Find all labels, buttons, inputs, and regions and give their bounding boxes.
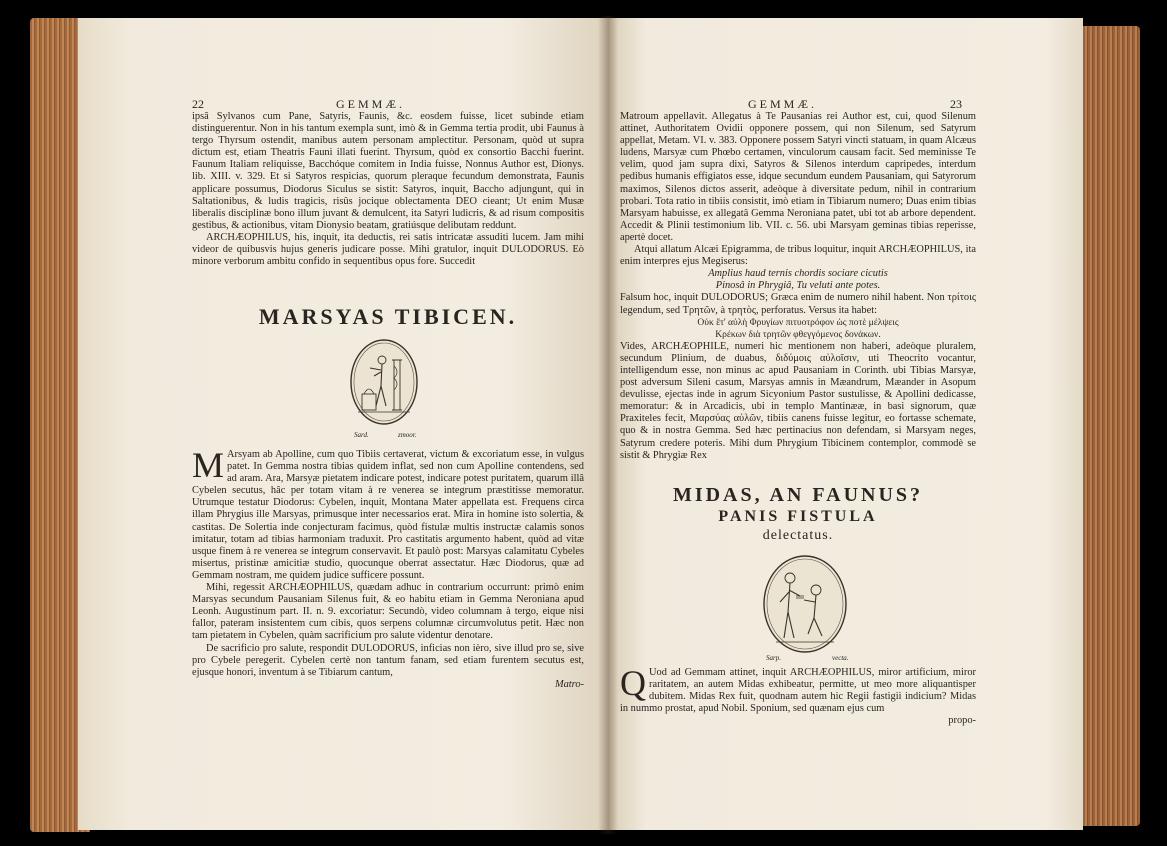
right-paragraph-3: Falsum hoc, inquit DULODORUS; Græca enim de numero nihil habent. Non τρίτοις legendum, sed Τρητῶν, à τρητὸς, perforatus. Versus ita habet: <box>620 292 976 316</box>
left-paragraph-1: ipsâ Sylvanos cum Pane, Satyris, Faunis, &c. eosdem fuisse, licet subinde etiam distinguerentur. Non in his tantum exempla sunt, imò & in Gemma tertia prodit, ubi Faunus à tergo Thyrsum ostendit, manibus autem personam amplectitur. Personam, quòd ut supra dictum est, etiam Theatris Fauni illati fuerint. Thyrsum, quòd ex consortio Bacchi fuerint. Faunum Italiam reliquisse, Bacchóque comitem in India fuisse, Nonnus Author est, Dionys. lib. XIII. v. 329. Et si Satyros respicias, quorum pleraque fecundum demonstrata, Faunis applicare possumus, Diodorus Siculus se sistit: Satyros, inquit, Baccho adjungunt, qui in Saltationibus, & ludis tragicis, risûs jocique oblectamenta DEO cieant; Ut enim Musæ liberalis disciplinæ bono illum juvant & demulcent, ita Satyri ludicris, & ad risum compositis gestibus, & actionibus, vitam Dionysio beatam, gratiúsque delibutam reddunt. <box>192 111 584 231</box>
gem-caption-right-a: Sarp. <box>766 654 781 662</box>
right-page <box>608 18 1083 830</box>
right-text-block-2 <box>620 663 976 727</box>
right-paragraph-1: Matroum appellavit. Allegatus à Te Pausanias rei Author est, cui, quod Silenum attinet, Authoritatem Ovidii opponere possem, qui non Silenum, sed Satyrum appellat, Metam. VI. v. 383. Opponere possem Satyri vincti statuam, in quam Alcæus ludens, Marsyæ cum Phœbo certamen, vinculorum causam facit. Sed meminisse Te velim, quod jam supra dixi, Satyros & Silenos interdum capripedes, interdum pedibus humanis effigiatos esse, idque secundum eundem Pausaniam, qui Satyrorum maximos, Silenos dictos asserit, adeòque à diversitate pedum, nihil in contrarium probari. Tota ratio in tibiis consistit, imò etiam in Tibiarum numero; Duas enim tibias Marsyam habuisse, ex allegatâ Gemma Neroniana patet, ubi tot ab arbore dependent. Accedit & Plinii testimonium lib. VII. c. 56. ubi Marsyam geminas tibias reperisse, apertè docet. <box>620 111 976 243</box>
greek-line-1: Οὐκ ἔτ' αὐλὴ Φρυγίων πιτυοτρόφον ὡς ποτὲ μέλψεις <box>697 317 899 328</box>
catchword-right: propo- <box>948 715 976 727</box>
verse-line-2: Pinosâ in Phrygiâ, Tu veluti ante potes. <box>715 280 881 292</box>
left-text-block-2 <box>192 445 584 691</box>
section-subtitle-midas: PANIS FISTULA <box>718 508 878 525</box>
right-text-block-1 <box>620 111 976 462</box>
right-paragraph-2: Atqui allatum Alcæi Epigramma, de tribus loquitur, inquit ARCHÆOPHILUS, ita enim interpres ejus Megiserus: <box>620 244 976 268</box>
gem-engraving-midas <box>760 552 850 664</box>
left-paragraph-2: ARCHÆOPHILUS, his, inquit, ita deductis, rei satis intricatæ assuditi lucem. Jam mihi videor de quibusvis hujus generis judicare posse. Mihi gratulor, inquit DULODORUS. Eò minore verborum ambitu confido in sequentibus opus fore. Succedit <box>192 231 584 268</box>
left-paragraph-4: Mihi, regessit ARCHÆOPHILUS, quædam adhuc in contrarium occurrunt: primò enim Marsyas secundum Pausaniam Silenus fuit, & eo habitu etiam in Gemma Neroniana apud Leonh. Augustinum part. II. n. 9. excoriatur: Secundò, video columnam à tergo, eique nisi fallor, pateram insistentem cum cibis, quos serpens columnæ circumvolutus petit. Hæc non tam pietatem in Cybelen, quàm sacrificium pro salute videntur denotare. <box>192 582 584 642</box>
left-paragraph-5: De sacrificio pro salute, respondit DULODORUS, inficias non ièro, sive illud pro se, sive pro Cybele peregerit. Cybelen certè non tantum fanam, sed etiam furentem secutus est, ejusque honori, inventum à se Tibiarum cantum, <box>192 642 584 678</box>
verse-line-1: Amplius haud ternis chordis sociare cicutis <box>708 268 888 280</box>
open-book <box>30 12 1140 837</box>
section-title-marsyas: MARSYAS TIBICEN. <box>258 304 518 329</box>
gem-caption-right-b: vecta. <box>832 654 849 662</box>
gem-caption-left-a: Sard. <box>354 431 369 439</box>
left-paragraph-3: Arsyam ab Apolline, cum quo Tibiis certaverat, victum & excoriatum esse, in vulgus patet. In Gemma nostra tibias quidem inflat, sed non cum Apolline contendens, sed ad aram. Ara, Marsyæ pietatem indicare potest, indicare potest puritatem, quarum illâ Cybelen secutus, hâc per totam vitam à re venerea se integrum præstitisse memoratur. Utrumque testatur Diodorus: Cybelen, inquit, Montana Mater appellata est. Frequens circa illam Phrygius ille Marsyas, primusque inter necessarios erat. Mira in homine isto solertia, & castitas. De Solertia inde conjecturam facimus, quòd fistulæ multis instructæ calamis sonos imitatur, totam ad tibias harmoniam traduxit. Pro castitatis argumento habent, quòd ad vitæ usque finem à re venerea se integrum conservavit. Et paulò post: Marsyas calamitatu Cybeles misertus, pristinæ amicitiæ studio, quocunque oberrat assectatur. Hæc Diodorus, quæ ad Gemmam nostram, me quidem judice sufficere possunt. <box>192 449 584 581</box>
running-head-left: GEMMÆ. <box>336 97 406 111</box>
dropcap-m: M <box>192 445 225 485</box>
left-page <box>78 18 608 830</box>
greek-line-2: Κρέκων διὰ τρητῶν φθεγγόμενος δονάκων. <box>715 329 881 340</box>
gem-caption-left-b: zmoor. <box>398 431 417 439</box>
book-gutter <box>598 16 618 834</box>
right-paragraph-4: Vides, ARCHÆOPHILE, numeri hic mentionem non haberi, adeòque pluralem, secundum Plinium, de duabus, διδύμοις αὐλοῖσιν, uti Theocrito vocantur, intelligendum esse, non minus ac apud Pausaniam in Corinth. ubi Tibias Marsyæ, post adversum Sileni casum, Marsyas amnis in Mæandrum, Mæander in Asopum devulisse, ejectas inde in agrum Sicyonium Pastor sustulisse, & Apollini dedicasse, memoratur: & in Arcadicis, ubi in templo Mantinææ, in basi signorum, quæ Praxiteles fecit, Μαρσύας αὐλῶν, tibiis canens fuisse legitur, eo fortasse schemate, quo & in nostra Gemma. Sed hæc pertinacius non defendam, si Marsyam neges, Satyrum credere poteris. Mihi dum Phrygium Tibicinem contemplor, commodè se sistit & Phrygiæ Rex <box>620 340 976 461</box>
gem-engraving-marsyas <box>348 336 420 436</box>
section-title-midas: MIDAS, AN FAUNUS? <box>672 484 924 506</box>
dropcap-q: Q <box>620 663 646 703</box>
section-subtitle-midas-2: delectatus. <box>762 528 834 543</box>
page-number-right: 23 <box>950 97 962 111</box>
page-number-left: 22 <box>192 97 204 111</box>
running-head-right: GEMMÆ. <box>748 97 818 111</box>
right-paragraph-5: Uod ad Gemmam attinet, inquit ARCHÆOPHILUS, miror artificium, miror raritatem, an autem Midas exhibeatur, permitte, ut meo more aliquantisper dubitem. Midas Rex fuit, quodnam autem hic Regii fastigii indicium? Midas in nummo prostat, apud Nobil. Sponium, sed quænam ejus cum <box>620 667 976 715</box>
catchword-left: Matro- <box>554 678 584 690</box>
right-page-edges <box>1078 26 1140 826</box>
left-text-block-1 <box>192 111 584 268</box>
